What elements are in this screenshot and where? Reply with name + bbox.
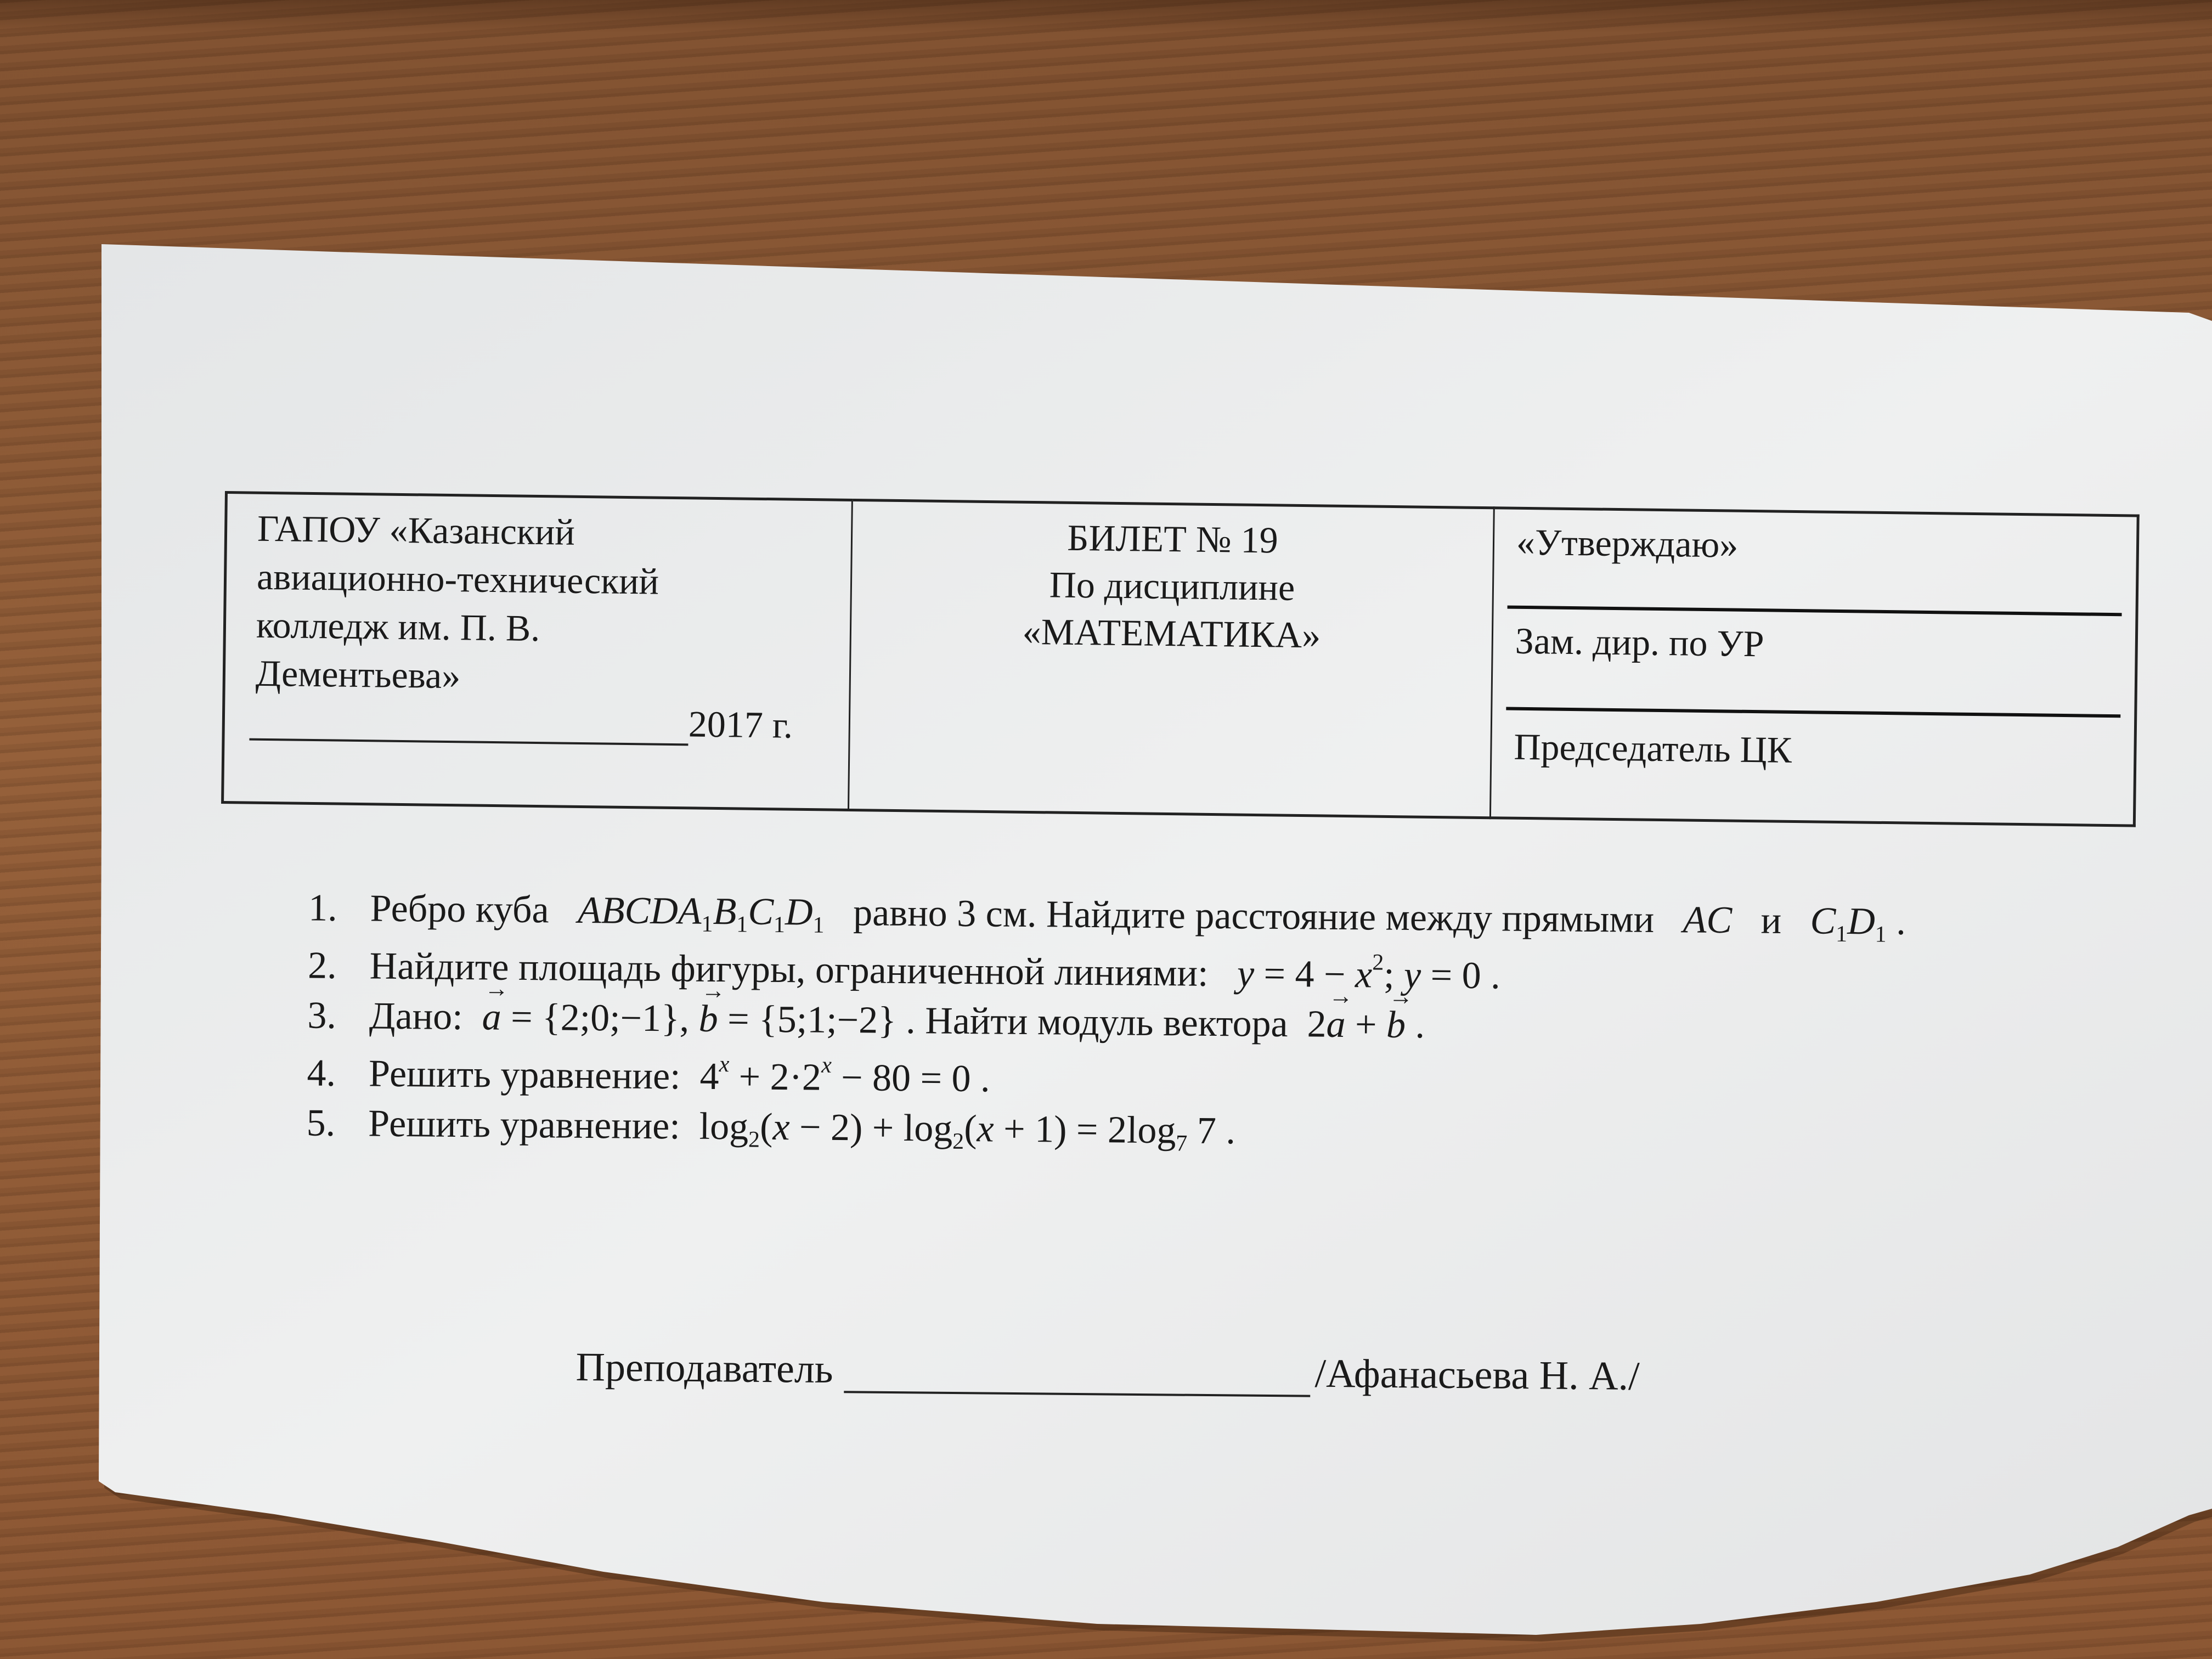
discipline-label: По дисциплине	[1049, 563, 1295, 608]
task-text: Ребро куба $ABCDA_1B_1C_1D_1$ равно 3 см. Найдите расстояние между прямыми AC и $C_1D_1$ .	[370, 887, 1906, 947]
year-line	[249, 697, 793, 747]
vector-a-2: → a	[1326, 1003, 1346, 1047]
teacher-signature-line	[575, 1344, 1640, 1400]
approve-text: «Утверждаю»	[1516, 521, 1739, 566]
teacher-blank-line	[844, 1352, 1311, 1397]
task-text: Найдите площадь фигуры, ограниченной линиями: $y = 4 - x^2$; y = 0 .	[369, 945, 1500, 997]
task-text: Решить уравнение: $\log_2(x - 2) + \log_2(x + 1) = 2\log_7$ 7 .	[368, 1102, 1236, 1156]
task-3-lead: Дано:	[369, 995, 464, 1039]
vector-b: → b	[698, 997, 718, 1041]
ticket-cell	[849, 499, 1495, 819]
task-text: Дано: → a = {2;0;−1}, → b = {5;1;−2} . Найти модуль вектора 2→ a + → b .	[369, 995, 1425, 1048]
task-1-lead: Ребро куба	[370, 887, 549, 932]
approval-cell	[1491, 506, 2140, 827]
year-text: 2017 г.	[688, 703, 793, 746]
formula-logarithmic: $\log_2(x - 2) + \log_2(x + 1) = 2\log_7$ 7	[699, 1105, 1217, 1156]
vector-a: → a	[482, 995, 501, 1039]
task-number: 4.	[307, 1052, 336, 1094]
task-number: 5.	[306, 1102, 336, 1144]
discipline-name: «МАТЕМАТИКА»	[1022, 610, 1321, 656]
task-number: 1.	[308, 887, 337, 930]
task-4-lead: Решить уравнение:	[368, 1052, 681, 1098]
formula-cube: $ABCDA_1B_1C_1D_1$	[577, 889, 825, 938]
task-5-lead: Решить уравнение:	[368, 1102, 681, 1148]
signature-line-chair	[1506, 707, 2120, 718]
vector-b-2: → b	[1386, 1003, 1406, 1047]
task-number: 3.	[307, 994, 337, 1037]
org-cell	[221, 491, 853, 811]
conjunction: и	[1760, 899, 1782, 942]
ticket-header-table	[221, 491, 2140, 827]
line-c1d1: $C_1D_1$	[1810, 900, 1887, 947]
cube-base: ABCDA	[577, 889, 702, 933]
ticket-heading	[851, 511, 1493, 661]
task-2-body: Найдите площадь фигуры, ограниченной линиями:	[369, 945, 1209, 995]
signature-line-deputy	[1508, 606, 2122, 617]
formula-curves: y	[1237, 952, 1255, 995]
teacher-name: /Афанасьева Н. А./	[1314, 1351, 1640, 1399]
task-number: 2.	[307, 944, 337, 987]
ticket-title: БИЛЕТ № 19	[1066, 516, 1279, 561]
deputy-label: Зам. дир. по УР	[1515, 619, 1764, 665]
line-ac: AC	[1683, 899, 1733, 942]
task-list	[272, 886, 2140, 1171]
chair-label: Председатель ЦК	[1514, 725, 1792, 771]
task-3-body: Найти модуль вектора	[924, 1000, 1288, 1046]
task-text: Решить уравнение: $4^x + 2\cdot 2^x - 80 = 0$ .	[368, 1052, 990, 1101]
org-name: ГАПОУ «Казанский авиационно-технический колледж им. П. В. Дементьева»	[255, 507, 659, 697]
task-1-body: равно 3 см. Найдите расстояние между прямыми	[853, 891, 1655, 941]
formula-exponential: $4^x + 2\cdot 2^x - 80 = 0$	[699, 1052, 971, 1101]
date-blank-line	[249, 706, 689, 746]
teacher-label: Преподаватель	[575, 1345, 833, 1392]
